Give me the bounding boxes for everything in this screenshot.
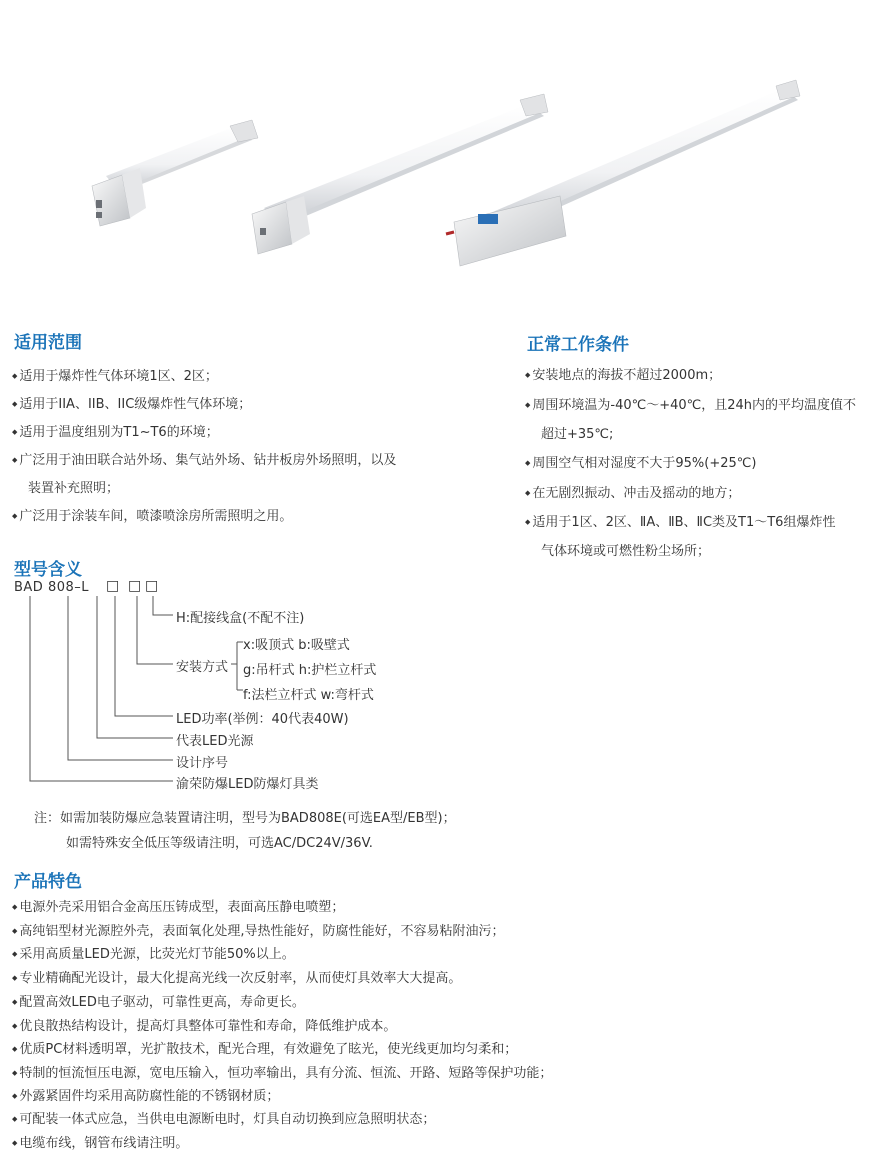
model-h-label: H:配接线盒(不配不注) xyxy=(176,611,305,626)
feature-item: ◆ 特制的恒流恒压电源，宽电压输入，恒功率输出，具有分流、恒流、开路、短路等保护功能； xyxy=(12,1062,552,1081)
scope-item-cont: 装置补充照明； xyxy=(28,481,120,496)
model-design-label: 设计序号 xyxy=(176,756,229,771)
feature-item: ◆ 配置高效LED电子驱动，可靠性更高，寿命更长。 xyxy=(12,991,305,1010)
scope-item: ◆ 广泛用于涂装车间，喷漆喷涂房所需照明之用。 xyxy=(12,505,292,524)
scope-item: ◆ 适用于IIA、IIB、IIC级爆炸性气体环境； xyxy=(12,393,251,412)
model-code: BAD 808–L xyxy=(14,580,90,595)
condition-item: ◆ 在无剧烈振动、冲击及摇动的地方； xyxy=(525,482,740,501)
condition-item: ◆ 安装地点的海拔不超过2000m； xyxy=(525,364,721,383)
scope-item: ◆ 适用于温度组别为T1~T6的环境； xyxy=(12,421,219,440)
feature-item: ◆ 外露紧固件均采用高防腐性能的不锈钢材质； xyxy=(12,1085,279,1104)
fixture-long xyxy=(446,80,800,266)
model-box-h: □ xyxy=(145,578,159,594)
scope-item: ◆ 广泛用于油田联合站外场、集气站外场、钻井板房外场照明，以及 xyxy=(12,449,396,468)
scope-item: ◆ 适用于爆炸性气体环境1区、2区； xyxy=(12,365,218,384)
model-note-1: 注：如需加装防爆应急装置请注明，型号为BAD808E(可选EA型/EB型)； xyxy=(34,811,456,826)
model-company-label: 渝荣防爆LED防爆灯具类 xyxy=(176,777,319,792)
features-title: 产品特色 xyxy=(14,872,82,892)
condition-item: ◆ 周围空气相对湿度不大于95%(+25℃) xyxy=(525,452,756,471)
condition-item: ◆ 周围环境温为-40℃～+40℃，且24h内的平均温度值不 xyxy=(525,394,856,413)
product-photo xyxy=(0,0,888,300)
feature-item: ◆ 可配装一体式应急，当供电电源断电时，灯具自动切换到应急照明状态； xyxy=(12,1108,435,1127)
feature-item: ◆ 优良散热结构设计，提高灯具整体可靠性和寿命，降低维护成本。 xyxy=(12,1015,396,1034)
model-note-2: 如需特殊安全低压等级请注明，可选AC/DC24V/36V. xyxy=(66,836,373,851)
condition-item-cont: 气体环境或可燃性粉尘场所； xyxy=(541,544,711,559)
model-install-label: 安装方式 xyxy=(176,660,229,675)
feature-item: ◆ 专业精确配光设计，最大化提高光线一次反射率，从而使灯具效率大大提高。 xyxy=(12,967,461,986)
model-box-install: □ xyxy=(128,578,142,594)
fixture-short xyxy=(92,120,258,226)
model-title: 型号含义 xyxy=(14,560,82,580)
model-install-opt: f:法栏立杆式 w:弯杆式 xyxy=(243,688,374,703)
model-led-label: 代表LED光源 xyxy=(176,734,254,749)
model-power-label: LED功率(举例：40代表40W) xyxy=(176,712,349,727)
model-install-opt: x:吸顶式 b:吸壁式 xyxy=(243,638,350,653)
model-box-power: □ xyxy=(106,578,120,594)
scope-title: 适用范围 xyxy=(14,333,82,353)
feature-item: ◆ 优质PC材料透明罩，光扩散技术，配光合理，有效避免了眩光，使光线更加均匀柔和； xyxy=(12,1038,517,1057)
model-install-opt: g:吊杆式 h:护栏立杆式 xyxy=(243,663,377,678)
condition-item: ◆ 适用于1区、2区、ⅡA、ⅡB、ⅡC类及T1～T6组爆炸性 xyxy=(525,511,835,530)
feature-item: ◆ 采用高质量LED光源，比荧光灯节能50%以上。 xyxy=(12,943,295,962)
feature-item: ◆ 电缆布线，钢管布线请注明。 xyxy=(12,1132,188,1151)
conditions-title: 正常工作条件 xyxy=(527,335,629,355)
feature-item: ◆ 电源外壳采用铝合金高压压铸成型，表面高压静电喷塑； xyxy=(12,896,344,915)
condition-item-cont: 超过+35℃; xyxy=(541,427,614,442)
feature-item: ◆ 高纯铝型材光源腔外壳，表面氧化处理,导热性能好，防腐性能好，不容易粘附油污； xyxy=(12,920,505,939)
